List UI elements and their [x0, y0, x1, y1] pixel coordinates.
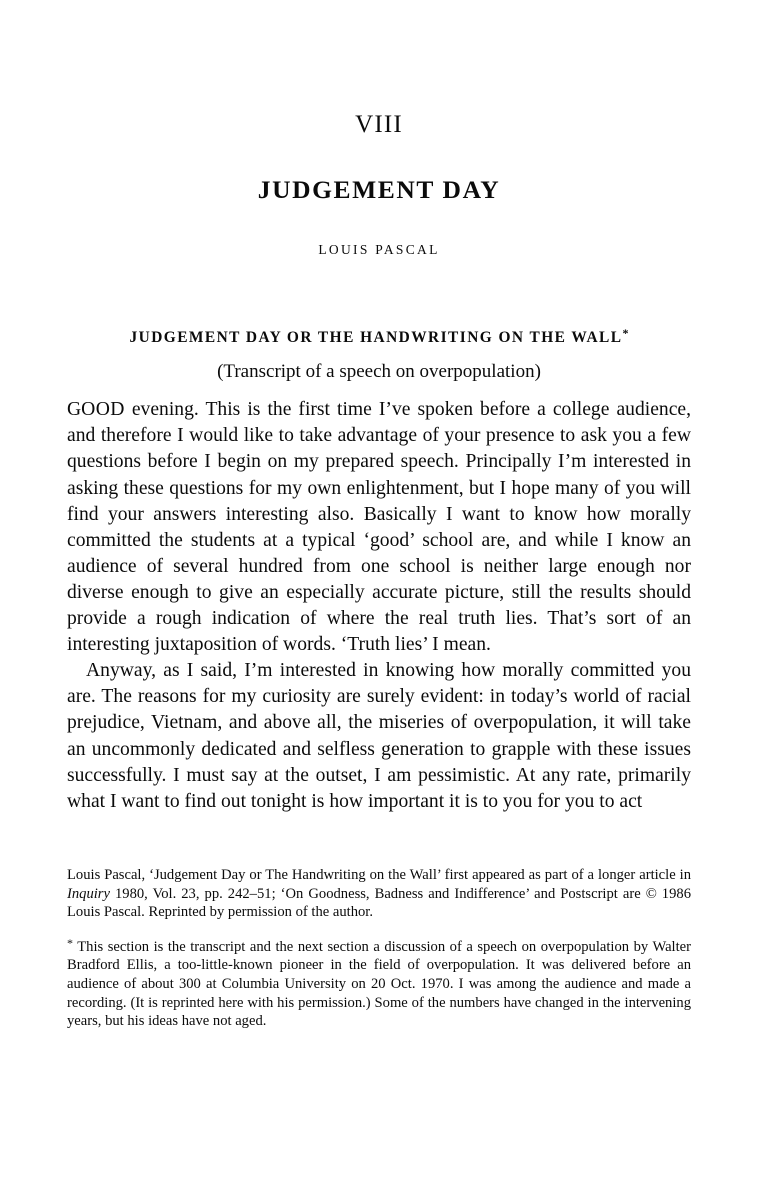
article-body — [67, 397, 691, 815]
footnote-asterisk-text: This section is the transcript and the next section a discussion of a speech on overpopulation by Walter Bradford Ellis, a too-little-known pioneer in the field of overpopulation. It was delivered before an audience of about 300 at Columbia University on 20 Oct. 1970. I was among the audience and made a recording. (It is reprinted here with his permission.) Some of the numbers have changed in the intervening years, but his ideas have not aged. — [67, 938, 691, 1030]
footnote-asterisk-note — [67, 934, 691, 1031]
heading-footnote-marker: * — [622, 326, 629, 340]
chapter-number: VIII — [355, 111, 403, 138]
article-heading-text: JUDGEMENT DAY OR THE HANDWRITING ON THE WALL — [129, 329, 623, 346]
page-content — [67, 0, 691, 815]
body-paragraph-1-text: evening. This is the first time I’ve spoken before a college audience, and therefore I would like to take advantage of your presence to ask you a few questions before I begin on my prepared speech. Principally I’m interested in asking these questions for my own enlightenment, but I hope many of you will find your answers interesting also. Basically I want to know how morally committed the students at a typical ‘good’ school are, and while I know an audience of several hundred from one school is neither large enough nor diverse enough to give an especially accurate picture, still the results should provide a rough indication of where the real truth lies. That’s sort of an interesting juxtaposition of words. ‘Truth lies’ I mean. — [67, 399, 691, 656]
footnote-source-part-2: 1980, Vol. 23, pp. 242–51; ‘On Goodness, Badness and Indifference’ and Postscript are © 1986 Louis Pascal. Reprinted by permission of the author. — [67, 885, 691, 921]
article-heading — [67, 326, 691, 347]
body-paragraph-2: Anyway, as I said, I’m interested in knowing how morally committed you are. The reasons for my curiosity are surely evident: in today’s world of racial prejudice, Vietnam, and above all, the miseries of overpopulation, it will take an uncommonly dedicated and selfless generation to grapple with these issues successfully. I must say at the outset, I am pessimistic. At any rate, primarily what I want to find out tonight is how important it is to you for you to act — [67, 660, 691, 812]
lead-smallcaps: OOD — [81, 399, 125, 421]
body-paragraph-1 — [67, 397, 691, 658]
author-byline: LOUIS PASCAL — [318, 241, 440, 257]
chapter-title: JUDGEMENT DAY — [257, 175, 501, 204]
footnote-source-part-1: Louis Pascal, ‘Judgement Day or The Handwriting on the Wall’ first appeared as part of a longer article in — [67, 867, 691, 883]
article-subtitle: (Transcript of a speech on overpopulation) — [217, 361, 541, 383]
footnote-area — [67, 866, 691, 1031]
dropcap-letter: G — [67, 399, 82, 421]
footnote-source-note — [67, 866, 691, 922]
footnote-marker: * — [67, 935, 73, 950]
journal-title: Inquiry — [67, 885, 110, 902]
